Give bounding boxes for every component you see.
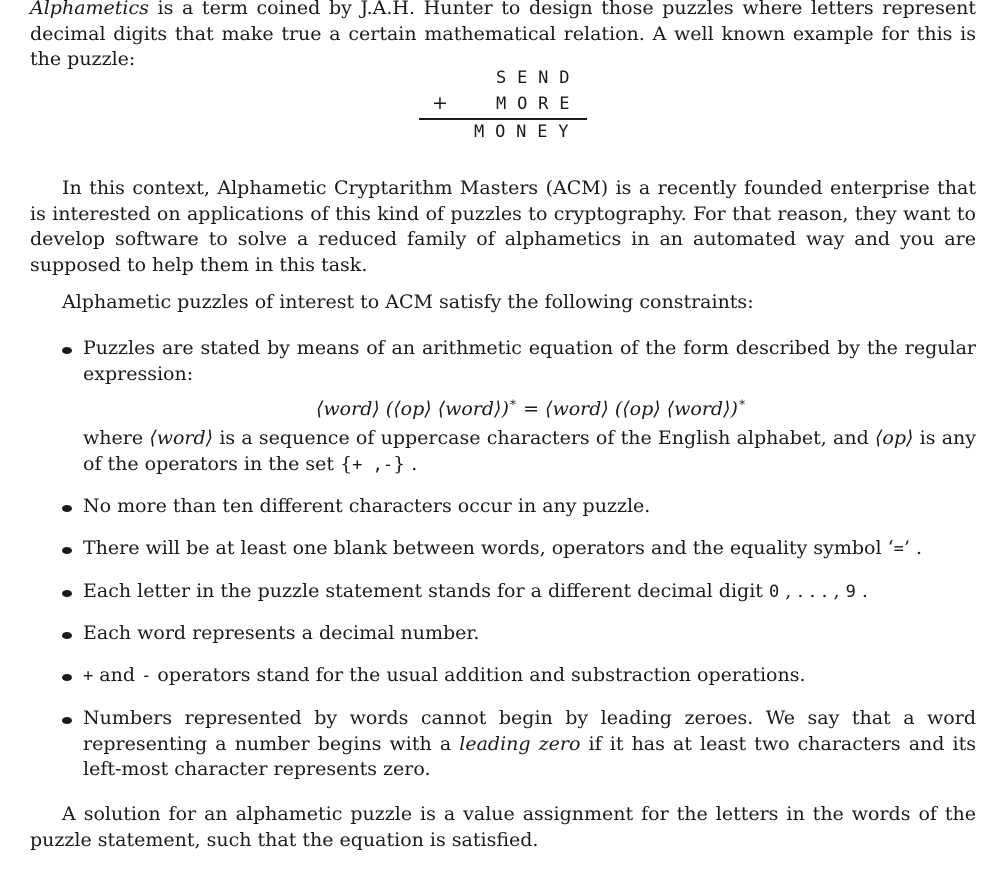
blanks-text: There will be at least one blank between words, operators and the equality symbol ‘ [83,537,894,559]
example-line-send: S E N D [496,68,570,88]
digit-zero: 0 [768,582,780,602]
bullet-dot [62,347,72,354]
constraint-equation-form: Puzzles are stated by means of an arithmetic equation of the form described by the regular expression: [83,337,976,385]
digit-nine: 9 [845,582,856,602]
example-line-more: M O R E [496,94,570,114]
operator-set: + ,- [352,454,394,475]
leading-zero-term: leading zero [459,732,581,755]
leading-zero-text-end: if it has at least two characters and its left-most character represents zero. [83,732,976,780]
operator-set-close: } . [393,452,418,475]
op-term: ⟨op⟩ [874,427,914,449]
minus-operator: - [141,666,152,686]
bullet-dot [62,547,72,554]
digits-ellipsis: , . . . , [779,580,846,602]
constraints-intro: Alphametic puzzles of interest to ACM satisfy the following constraints: [62,291,754,313]
word-definition-text: is a sequence of uppercase characters of the English alphabet, and [213,427,875,449]
solution-paragraph: A solution for an alphametic puzzle is a value assignment for the letters in the words of the puzzle statement, such that the equation is satisfied. [30,803,976,851]
bullet-dot [62,674,72,681]
bullet-dot [62,505,72,512]
regex-formula: ⟨word⟩ (⟨op⟩ ⟨word⟩)∗ = ⟨word⟩ (⟨op⟩ ⟨word⟩)∗ [316,395,747,420]
intro-paragraph [30,0,976,73]
constraint-operators [83,663,976,690]
operator-set-text: is any of the operators in the set { [83,427,976,475]
blanks-text-end: ’ . [903,537,923,559]
constraint-blanks [83,536,976,563]
constraint-leading-zero [83,706,976,783]
where-text: where [83,427,150,449]
plus-operator: + [83,666,94,686]
digits-text: Each letter in the puzzle statement stands for a different decimal digit [83,580,769,602]
bullet-dot [62,717,72,724]
and-text: and [93,664,142,686]
operators-text: operators stand for the usual addition and substraction operations. [151,664,806,686]
constraint-distinct-digits [83,579,976,606]
word-term: ⟨word⟩ [149,427,214,449]
example-plus-sign: + [432,92,448,114]
equality-symbol: = [893,539,904,559]
intro-text: is a term coined by J.A.H. Hunter to design those puzzles where letters represent decimal digits that make true a certain mathematical relation. A well known example for this is the puzzle: [30,0,976,70]
constraint-word-definition [83,426,976,478]
context-paragraph: In this context, Alphametic Cryptarithm Masters (ACM) is a recently founded enterprise that is interested on applications of this kind of puzzles to cryptography. For that reason, they want to develop software to solve a reduced family of alphametics in an automated way and you are supposed to help them in this task. [30,177,976,276]
leading-zero-text: Numbers represented by words cannot begin by leading zeroes. We say that a word representing a number begins with a [83,707,976,755]
bullet-dot [62,632,72,639]
constraint-decimal-number: Each word represents a decimal number. [83,622,480,644]
constraint-ten-characters: No more than ten different characters occur in any puzzle. [83,495,651,517]
term-alphametics: Alphametics [30,0,149,19]
bullet-dot [62,590,72,597]
digits-text-end: . [855,580,868,602]
send-more-money-example [30,66,976,146]
example-line-money: M O N E Y [474,122,569,142]
